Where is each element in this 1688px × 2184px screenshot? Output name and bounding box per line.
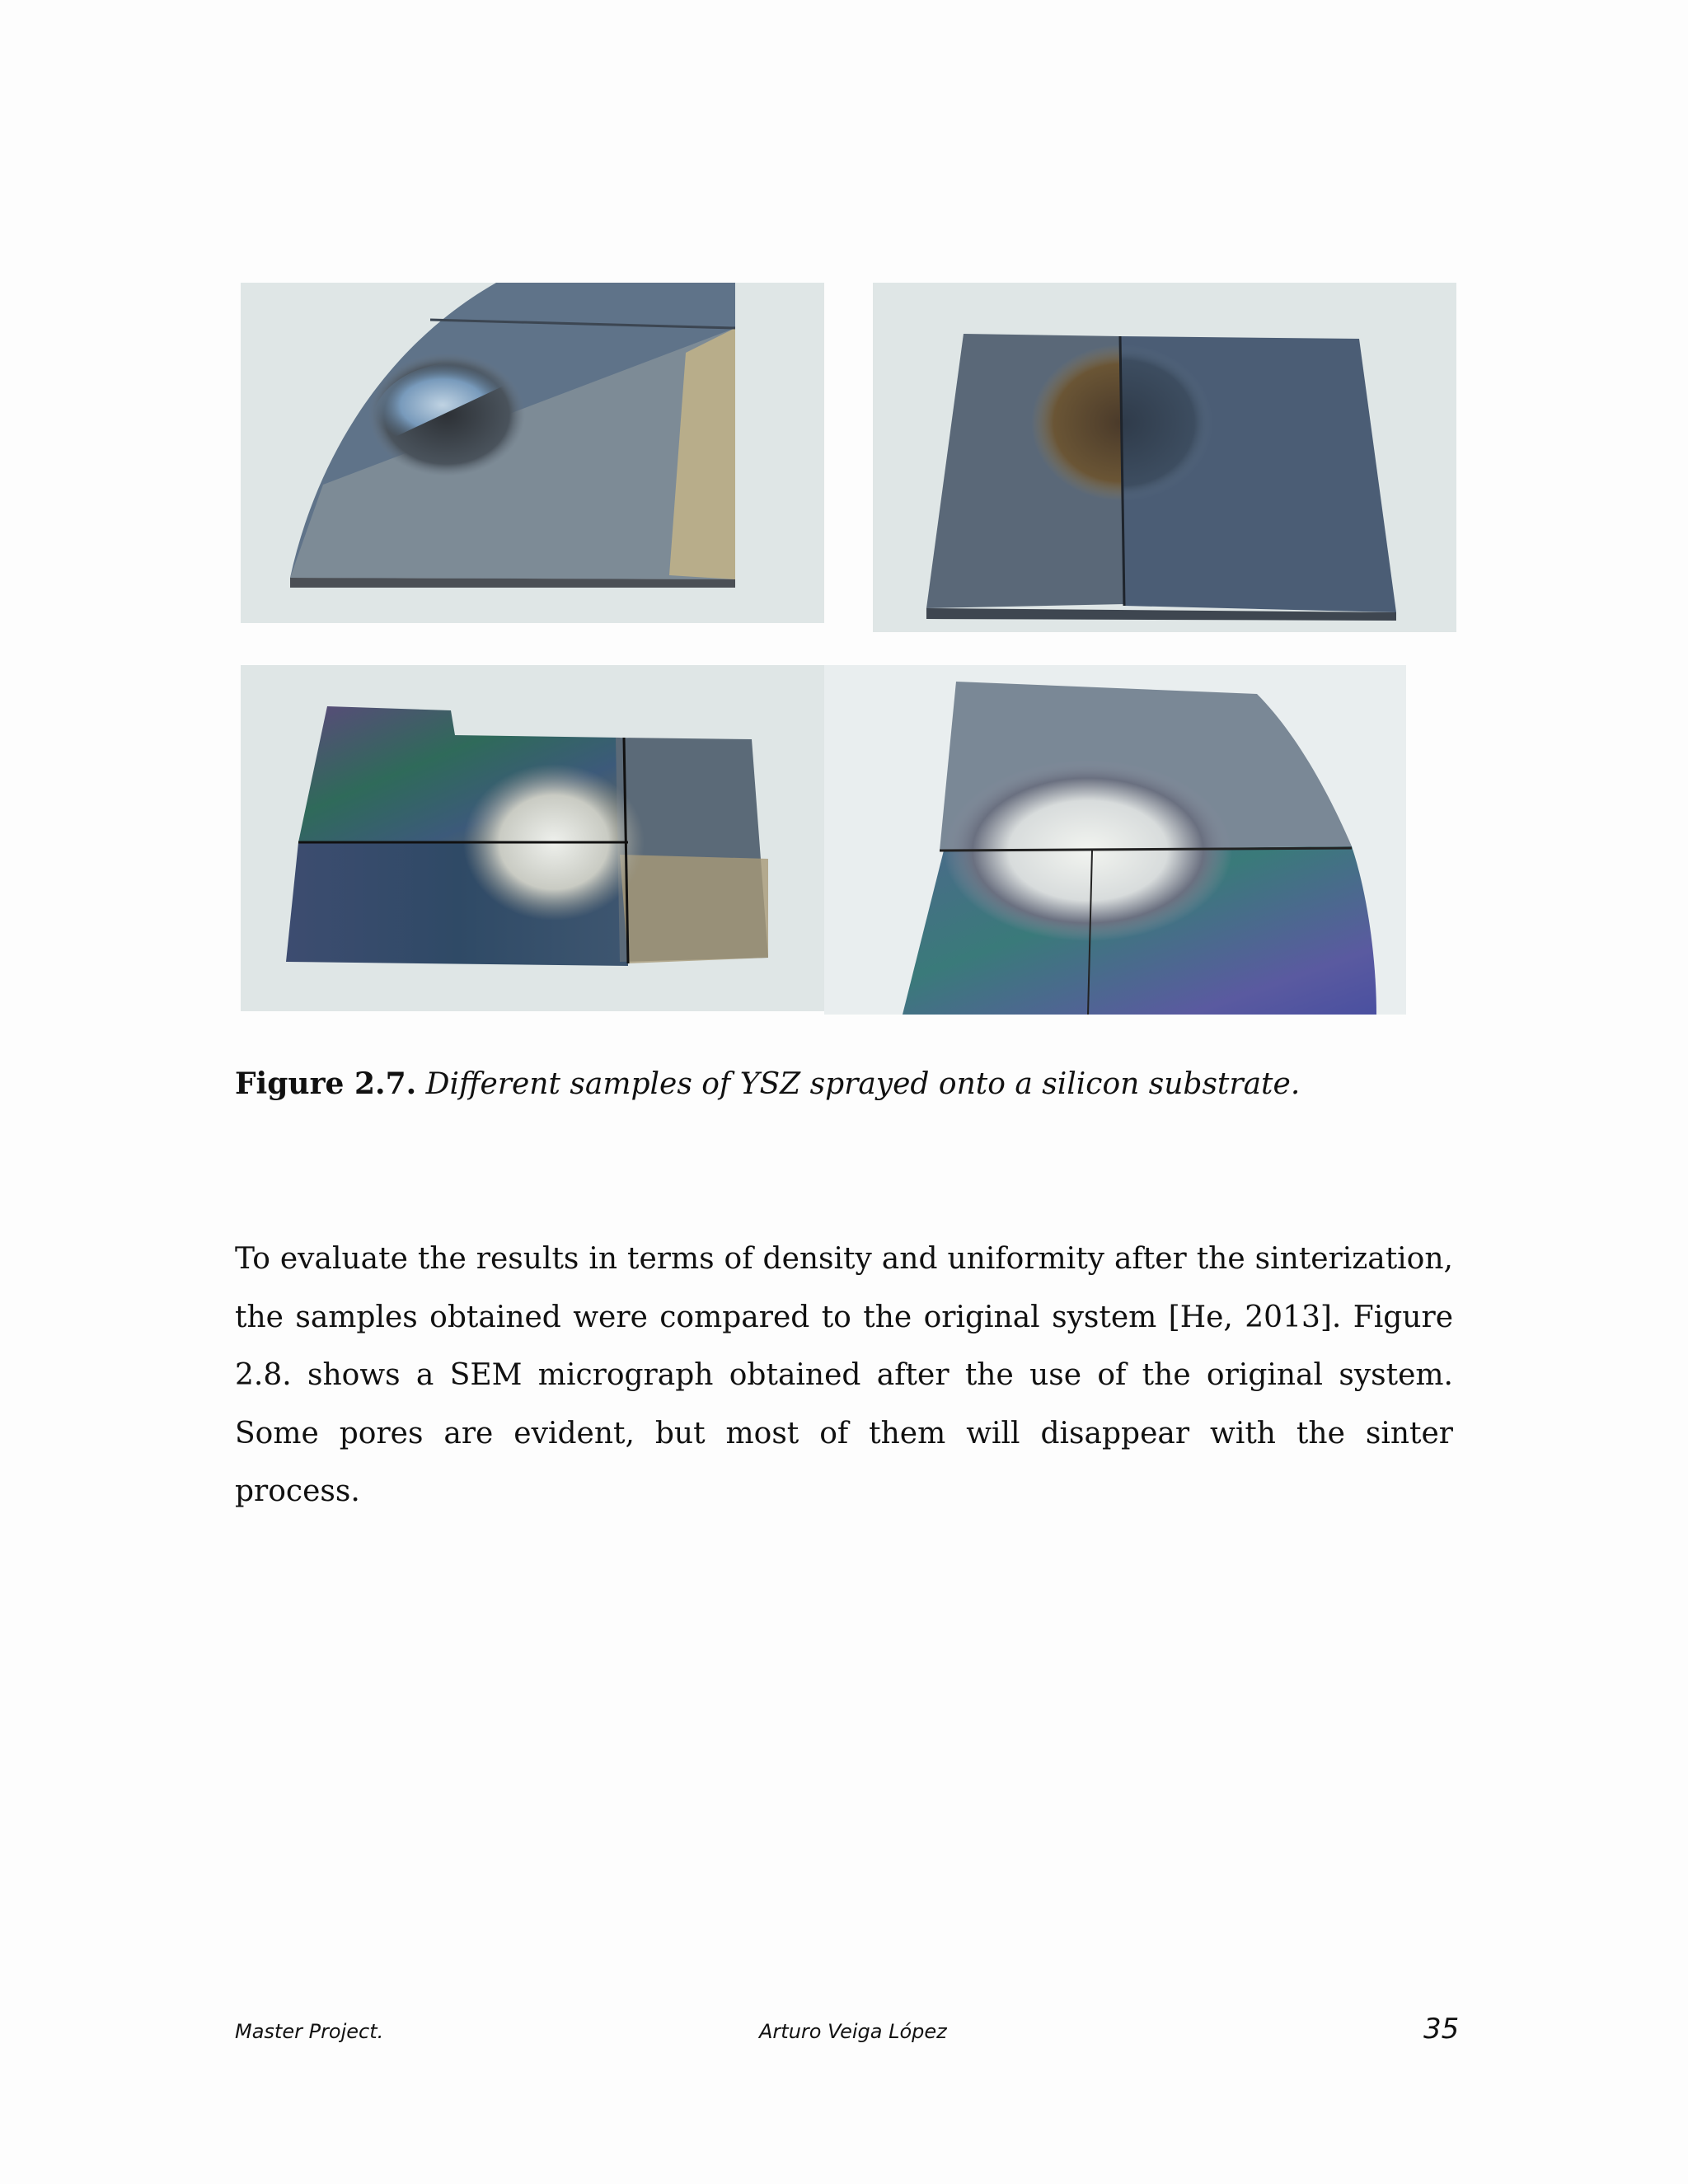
figure-caption bbox=[235, 1063, 1300, 1105]
sample-photo-4 bbox=[824, 665, 1406, 1015]
body-paragraph: To evaluate the results in terms of density and uniformity after the sinterization, the samples obtained were compared to the original system [He, 2013]. Figure 2.8. shows a SEM micrograph obtained after the use of the original system. Some pores are evident, but most of them will disappear with the sinter process. bbox=[235, 1242, 1453, 1508]
footer-author: Arturo Veiga López bbox=[759, 2020, 947, 2043]
sample-photo-1 bbox=[241, 283, 824, 623]
footer-project: Master Project. bbox=[235, 2020, 384, 2043]
sample-photo-2 bbox=[873, 283, 1456, 632]
figure-label: Figure 2.7. bbox=[235, 1066, 417, 1101]
sample-photo-3 bbox=[241, 665, 824, 1011]
figure-caption-text: Different samples of YSZ sprayed onto a silicon substrate. bbox=[425, 1067, 1301, 1101]
page-number: 35 bbox=[1423, 2013, 1460, 2046]
